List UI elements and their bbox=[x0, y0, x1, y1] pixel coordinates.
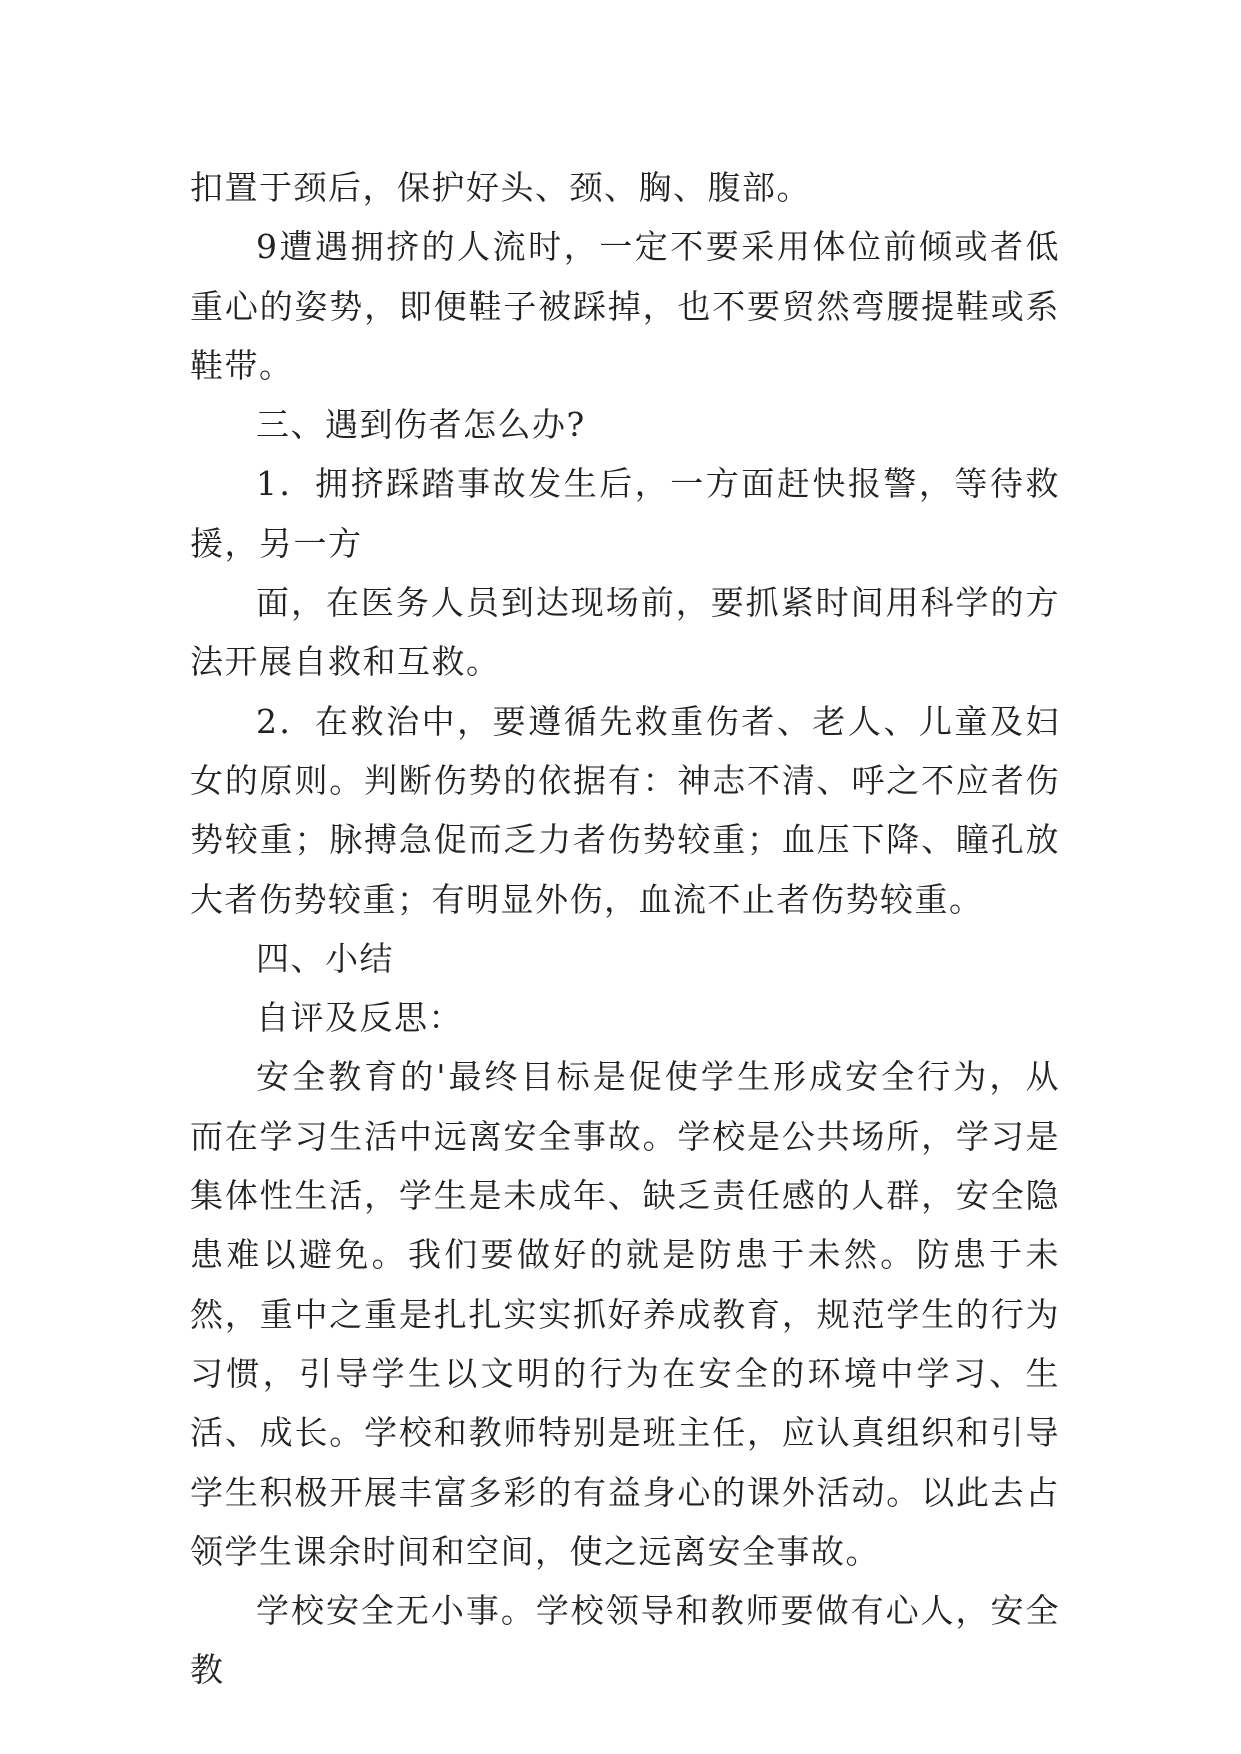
section-heading-4: 四、小结 bbox=[256, 938, 394, 978]
document-body bbox=[190, 158, 1060, 1700]
paragraph-10: 学校安全无小事。学校领导和教师要做有心人，安全教 bbox=[190, 1591, 1060, 1690]
paragraph-5: 面，在医务人员到达现场前，要抓紧时间用科学的方法开展自救和互救。 bbox=[190, 583, 1060, 682]
paragraph-1: 扣置于颈后，保护好头、颈、胸、腹部。 bbox=[190, 168, 811, 207]
paragraph-6: 2．在救治中，要遵循先救重伤者、老人、儿童及妇女的原则。判断伤势的依据有：神志不清、呼之不应者伤势较重；脉搏急促而乏力者伤势较重；血压下降、瞳孔放大者伤势较重；有明显外伤，血流不止者伤势较重。 bbox=[190, 701, 1060, 919]
section-heading-3: 三、遇到伤者怎么办? bbox=[256, 405, 586, 445]
paragraph-4: 1．拥挤踩踏事故发生后，一方面赶快报警，等待救援，另一方 bbox=[190, 464, 1060, 563]
paragraph-9: 安全教育的'最终目标是促使学生形成安全行为，从而在学习生活中远离安全事故。学校是公共场所，学习是集体性生活，学生是未成年、缺乏责任感的人群，安全隐患难以避免。我们要做好的就是防患于未然。防患于未然，重中之重是扎扎实实抓好养成教育，规范学生的行为习惯，引导学生以文明的行为在安全的环境中学习、生活、成长。学校和教师特别是班主任，应认真组织和引导学生积极开展丰富多彩的有益身心的课外活动。以此去占领学生课余时间和空间，使之远离安全事故。 bbox=[190, 1057, 1060, 1571]
paragraph-2: 9遭遇拥挤的人流时，一定不要采用体位前倾或者低重心的姿势，即便鞋子被踩掉，也不要贸然弯腰提鞋或系鞋带。 bbox=[190, 227, 1060, 385]
paragraph-8: 自评及反思： bbox=[256, 998, 463, 1038]
